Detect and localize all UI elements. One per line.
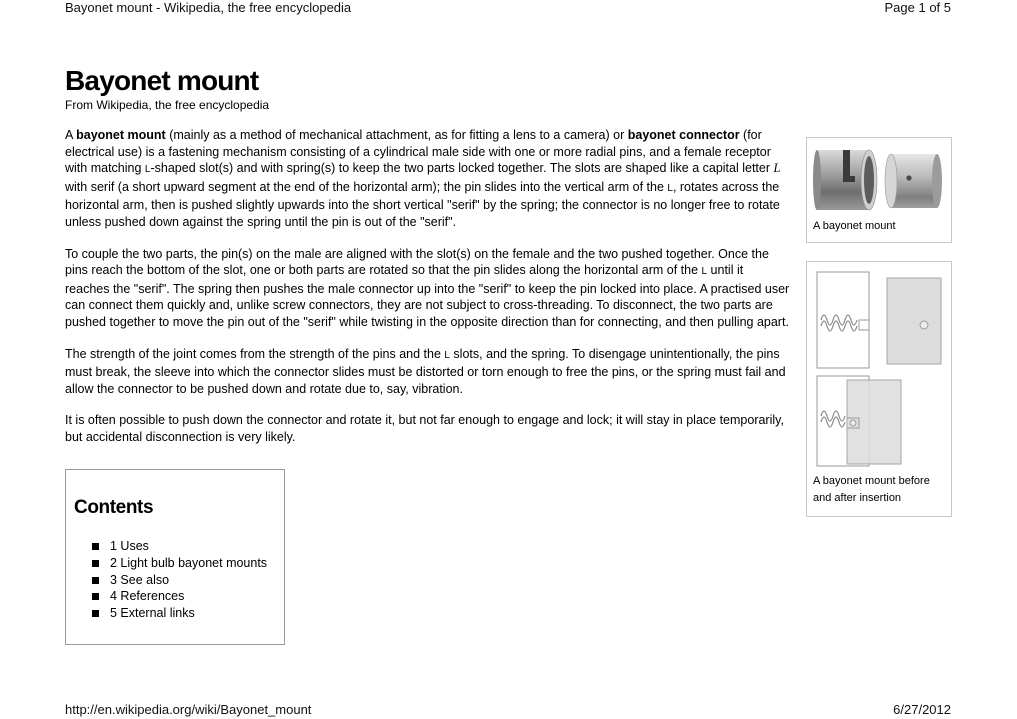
toc-title: Contents <box>74 497 154 518</box>
table-of-contents <box>65 469 285 645</box>
text: , rotates across the horizontal arm, then is pushed slightly upwards into the short vertical "serif" by the spring; the connector is no longer free to rotate unless pushed down against the spring until the pin is out of the "serif". <box>65 179 780 229</box>
page-title: Bayonet mount <box>65 65 259 96</box>
thumbnail-caption: A bayonet mount <box>813 220 896 232</box>
small-caps-l: L <box>444 349 450 361</box>
small-caps-l: L <box>144 164 151 176</box>
toc-item-see-also[interactable] <box>92 572 267 589</box>
text: until it reaches the "serif". The spring then pushes the male connector up into the "serif" to keep the pin locked into place. A practised user can connect them quickly and, unlike screw connectors, they are not subject to cross-threading. To disconnect, the two parts are pushed together to move the pin out of the "serif" while twisting in the opposite direction than for connecting, and then pulling apart. <box>65 263 790 329</box>
print-header-title: Bayonet mount - Wikipedia, the free encyclopedia <box>65 0 352 15</box>
bullet-icon <box>92 593 99 600</box>
toc-item-uses[interactable] <box>92 538 267 555</box>
bold-term: bayonet mount <box>76 128 166 142</box>
text: A <box>65 128 77 142</box>
thumbnail-bayonet-insertion <box>806 261 952 517</box>
text: slots, and the spring. To disengage unintentionally, the pins must break, the sleeve into which the connector slides must be distorted or torn enough to free the pins, or the spring must fail and allow the connector to be pushed down and rotate due to, say, vibration. <box>65 346 786 396</box>
text: (for electrical use) is a fastening mechanism consisting of a cylindrical male side with one or more radial pins, and a female receptor with matching <box>65 128 771 176</box>
paragraph-4 <box>65 412 790 445</box>
text: with serif (a short upward segment at the end of the horizontal arm); the pin slides into the vertical arm of the <box>65 179 668 194</box>
article-body <box>65 127 790 461</box>
bullet-icon <box>92 577 99 584</box>
toc-item-label: 2 Light bulb bayonet mounts <box>110 555 268 570</box>
thumbnail-bayonet-mount <box>806 137 952 243</box>
text: To couple the two parts, the pin(s) on the male are aligned with the slot(s) on the female and the two pushed together. Once the pins reach the bottom of the slot, one or both parts are rotated so that the pin slides along the horizontal arm of the <box>65 246 769 278</box>
toc-item-label: 4 References <box>110 589 185 604</box>
paragraph-1 <box>65 127 790 231</box>
bullet-icon <box>92 610 99 617</box>
toc-item-light-bulb[interactable] <box>92 555 267 572</box>
toc-item-external-links[interactable] <box>92 605 267 622</box>
print-footer-date: 6/27/2012 <box>893 702 951 717</box>
toc-item-label: 5 External links <box>110 606 195 621</box>
bayonet-insertion-diagram-icon[interactable] <box>813 268 945 468</box>
small-caps-l: L <box>667 182 673 194</box>
paragraph-3 <box>65 346 790 398</box>
bullet-icon <box>92 543 99 550</box>
paragraph-2 <box>65 246 790 331</box>
text: (mainly as a method of mechanical attachment, as for fitting a lens to a camera) or <box>165 128 628 142</box>
toc-item-references[interactable] <box>92 588 267 605</box>
toc-item-label: 3 See also <box>110 572 170 587</box>
text: -shaped slot(s) and with spring(s) to keep the two parts locked together. The slots are shaped like a capital letter <box>150 161 774 176</box>
bold-term: bayonet connector <box>627 128 740 142</box>
toc-item-label: 1 Uses <box>110 539 149 553</box>
bullet-icon <box>92 560 99 567</box>
toc-list <box>92 538 267 622</box>
text: The strength of the joint comes from the strength of the pins and the <box>65 346 445 361</box>
print-footer-url: http://en.wikipedia.org/wiki/Bayonet_mount <box>65 702 312 717</box>
text: It is often possible to push down the connector and rotate it, but not far enough to engage and lock; it will stay in place temporarily, but accidental disconnection is very likely. <box>65 413 784 444</box>
print-header-page-number: Page 1 of 5 <box>884 0 951 15</box>
thumbnail-caption: A bayonet mount before and after insertion <box>813 475 930 504</box>
page-subtitle: From Wikipedia, the free encyclopedia <box>65 98 270 112</box>
italic-l: L <box>773 161 781 176</box>
bayonet-mount-photo-icon[interactable] <box>813 144 945 216</box>
small-caps-l: L <box>701 266 708 278</box>
